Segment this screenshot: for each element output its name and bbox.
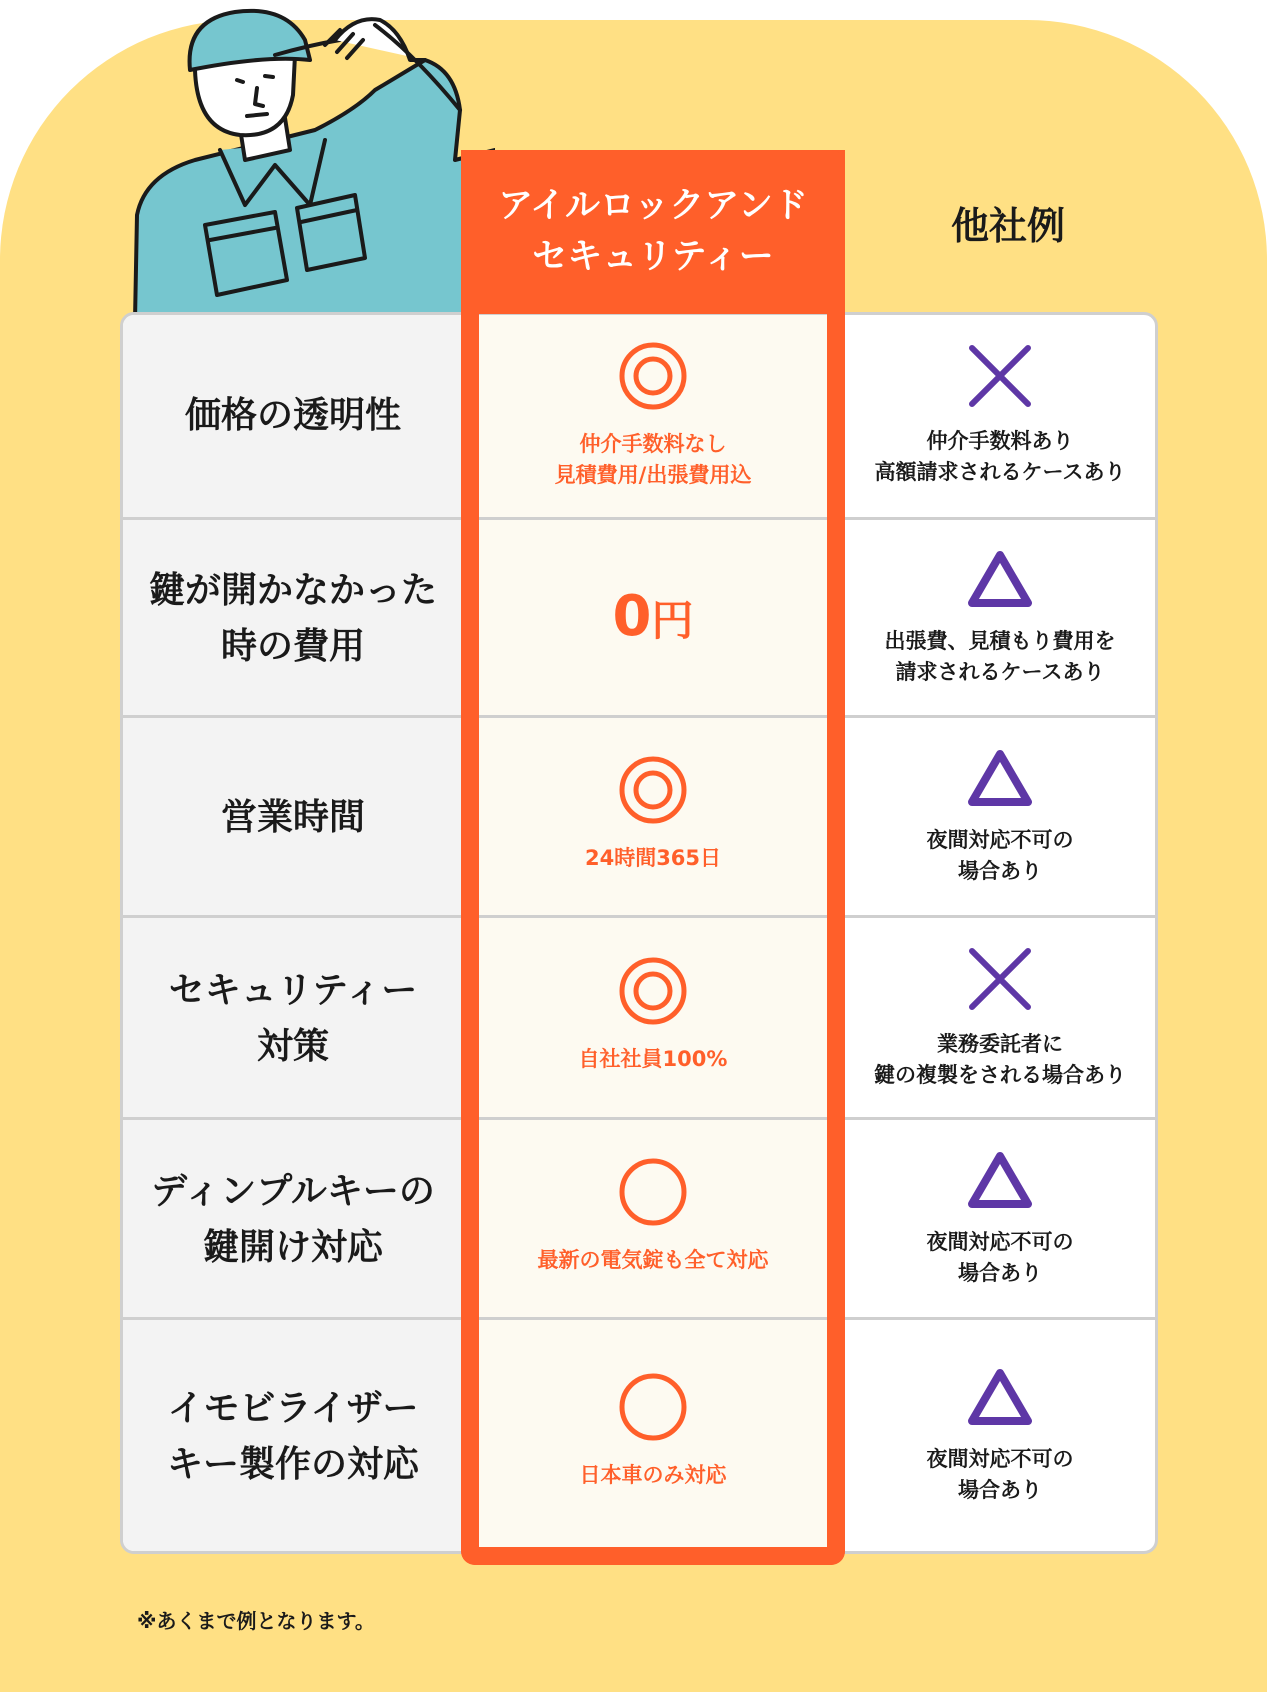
other-text: 夜間対応不可の 場合あり	[926, 827, 1074, 883]
other-cell	[845, 520, 1155, 718]
worker-illustration	[125, 0, 495, 320]
circle-icon	[618, 1157, 688, 1227]
other-cell	[845, 718, 1155, 918]
zero-yen-value: 0円	[612, 583, 694, 649]
ours-cell	[479, 517, 827, 715]
row-label: 鍵が開かなかった 時の費用	[123, 520, 463, 718]
other-text: 仲介手数料あり 高額請求されるケースあり	[874, 428, 1126, 484]
ours-cell	[479, 1117, 827, 1317]
ours-cell	[479, 315, 827, 517]
row-label: 価格の透明性	[123, 315, 463, 517]
double-circle-icon	[618, 341, 688, 411]
ours-text: 日本車のみ対応	[579, 1463, 727, 1488]
other-text: 出張費、見積もり費用を 請求されるケースあり	[884, 628, 1116, 684]
other-cell	[845, 918, 1155, 1120]
other-cell	[845, 1120, 1155, 1320]
row-label: セキュリティー 対策	[123, 918, 463, 1120]
ours-text: 24時間365日	[584, 846, 722, 871]
other-cell	[845, 1320, 1155, 1554]
triangle-icon	[967, 1151, 1033, 1209]
other-cell	[845, 315, 1155, 517]
ours-cell	[479, 1317, 827, 1547]
ours-text: 仲介手数料なし 見積費用/出張費用込	[554, 431, 752, 487]
cross-icon	[968, 344, 1032, 408]
triangle-icon	[967, 550, 1033, 608]
cross-icon	[968, 947, 1032, 1011]
circle-icon	[618, 1372, 688, 1442]
row-label: ディンプルキーの 鍵開け対応	[123, 1120, 463, 1320]
double-circle-icon	[618, 956, 688, 1026]
other-text: 業務委託者に 鍵の複製をされる場合あり	[874, 1031, 1126, 1087]
footnote: ※あくまで例となります。	[137, 1609, 375, 1633]
row-label: イモビライザー キー製作の対応	[123, 1320, 463, 1554]
ours-text: 自社社員100%	[578, 1047, 728, 1072]
other-text: 夜間対応不可の 場合あり	[926, 1229, 1074, 1285]
ours-cell	[479, 915, 827, 1117]
triangle-icon	[967, 1368, 1033, 1426]
our-company-header: アイルロックアンド セキュリティー	[461, 150, 845, 314]
row-label: 営業時間	[123, 718, 463, 918]
other-company-header: 他社例	[950, 204, 1065, 248]
double-circle-icon	[618, 755, 688, 825]
other-text: 夜間対応不可の 場合あり	[926, 1446, 1074, 1502]
ours-cell	[479, 715, 827, 915]
ours-text: 最新の電気錠も全て対応	[537, 1248, 769, 1273]
triangle-icon	[967, 749, 1033, 807]
